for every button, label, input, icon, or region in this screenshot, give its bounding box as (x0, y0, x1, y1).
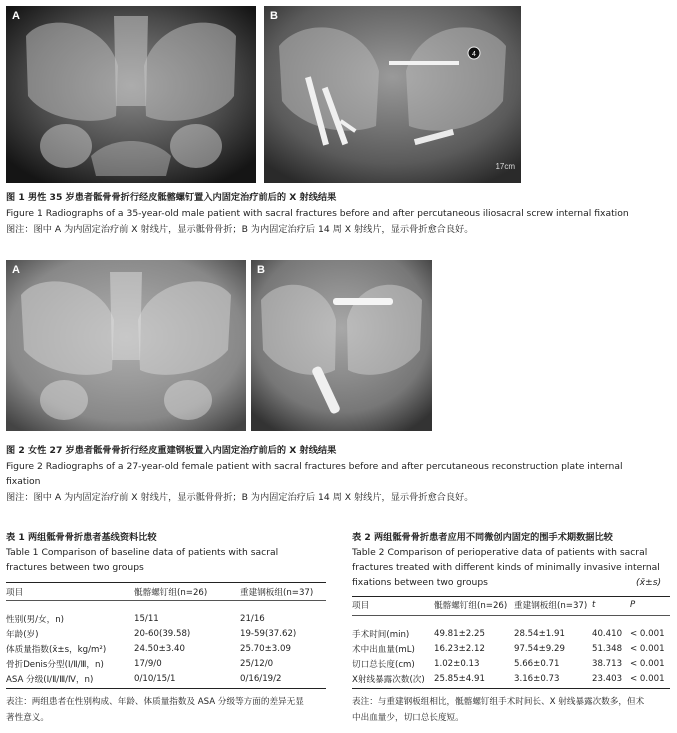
table-cell: 手术时间(min) (352, 629, 410, 640)
pelvis-xray-plate-illustration (251, 260, 432, 431)
table-cell: 术中出血量(mL) (352, 644, 415, 655)
figure2-caption-cn: 图 2 女性 27 岁患者骶骨骨折行经皮重建钢板置入内固定治疗前后的 X 射线结果 (6, 445, 337, 456)
table-cell: 25.70±3.09 (240, 643, 291, 654)
table-row (6, 641, 326, 656)
marker-label: 4 (472, 51, 476, 58)
table-cell: 0/16/19/2 (240, 673, 282, 684)
table-cell: 16.23±2.12 (434, 643, 485, 654)
table-cell: 年龄(岁) (6, 629, 39, 640)
table-cell: 性别(男/女，n) (6, 614, 65, 625)
figure1-panel-b-image (264, 6, 521, 183)
figure2-panel-b-image (251, 260, 432, 431)
plate-implant-top (333, 298, 393, 305)
table-cell: 19-59(37.62) (240, 628, 297, 639)
figure2-caption-en-line1: Figure 2 Radiographs of a 27-year-old female patient with sacral fractures before and after percutaneous reconstruction plate internal (6, 461, 623, 472)
table-row (352, 626, 670, 641)
figure2-note: 图注：图中 A 为内固定治疗前 X 射线片，显示骶骨骨折；B 为内固定治疗后 14 周 X 射线片，显示骨折愈合良好。 (6, 492, 474, 503)
table1-header-item: 项目 (6, 587, 24, 598)
table-cell: < 0.001 (630, 673, 665, 684)
table1-mid-rule (6, 600, 326, 601)
table2-header-item: 项目 (352, 600, 370, 611)
table2-note-line1: 表注：与重建钢板组相比，骶髂螺钉组手术时间长、X 射线暴露次数多，但术 (352, 697, 645, 707)
table-cell: 97.54±9.29 (514, 643, 565, 654)
table-cell: 25.85±4.91 (434, 673, 485, 684)
table1-bottom-rule (6, 688, 326, 689)
figure1-note: 图注：图中 A 为内固定治疗前 X 射线片，显示骶骨骨折；B 为内固定治疗后 14 周 X 射线片，显示骨折愈合良好。 (6, 224, 474, 235)
table-row (6, 656, 326, 671)
pelvis-xray-screws-illustration (264, 6, 521, 183)
figure2-caption-en-line2: fixation (6, 476, 41, 487)
pelvis-xray-illustration (6, 260, 246, 431)
panel-letter-b: B (257, 264, 265, 276)
table-cell: < 0.001 (630, 628, 665, 639)
table2-header-group2: 重建钢板组(n=37) (514, 600, 588, 611)
scale-label: 17cm (495, 162, 515, 171)
table-row (6, 611, 326, 626)
table1-title-en-line1: Table 1 Comparison of baseline data of patients with sacral (6, 547, 279, 558)
table2-note-line2: 中出血量少，切口总长度短。 (352, 713, 464, 723)
table-cell: 23.403 (592, 673, 623, 684)
table2 (352, 597, 670, 612)
table2-header-t: t (592, 599, 596, 610)
table-cell: 38.713 (592, 658, 623, 669)
panel-letter-a: A (12, 264, 20, 276)
table-cell: 15/11 (134, 613, 159, 624)
table2-header-group1: 骶髂螺钉组(n=26) (434, 600, 508, 611)
table1-header-group2: 重建钢板组(n=37) (240, 587, 314, 598)
table-cell: 49.81±2.25 (434, 628, 485, 639)
table2-header-p: P (630, 599, 636, 610)
table-cell: ASA 分级(Ⅰ/Ⅱ/Ⅲ/Ⅳ，n) (6, 674, 94, 685)
table1-header-group1: 骶髂螺钉组(n=26) (134, 587, 208, 598)
table-cell: 28.54±1.91 (514, 628, 565, 639)
table-cell: 体质量指数(x̄±s，kg/m²) (6, 644, 107, 655)
table1-top-rule (6, 582, 326, 583)
table-cell: < 0.001 (630, 658, 665, 669)
table-row (352, 641, 670, 656)
table1-note-line1: 表注：两组患者在性别构成、年龄、体质量指数及 ASA 分级等方面的差异无显 (6, 697, 304, 707)
table-cell: 骨折Denis分型(Ⅰ/Ⅱ/Ⅲ，n) (6, 659, 104, 670)
table-cell: 1.02±0.13 (434, 658, 480, 669)
table-row (352, 656, 670, 671)
figure1-caption-en: Figure 1 Radiographs of a 35-year-old male patient with sacral fractures before and after percutaneous iliosacral screw internal fixation (6, 208, 629, 219)
table-row (352, 671, 670, 686)
table2-bottom-rule (352, 688, 670, 689)
table-cell: 3.16±0.73 (514, 673, 560, 684)
table2-body (352, 626, 670, 686)
table1-title-en-line2: fractures between two groups (6, 562, 144, 573)
figure2-panel-a-image (6, 260, 246, 431)
table-cell: 5.66±0.71 (514, 658, 560, 669)
table-cell: 40.410 (592, 628, 623, 639)
table2-header-row (352, 597, 670, 612)
table-row (6, 671, 326, 686)
table-cell: 切口总长度(cm) (352, 659, 415, 670)
table-cell: 51.348 (592, 643, 623, 654)
table-cell: 25/12/0 (240, 658, 274, 669)
table-cell: 21/16 (240, 613, 265, 624)
panel-letter-a: A (12, 10, 20, 22)
table-cell: < 0.001 (630, 643, 665, 654)
table-cell: 17/9/0 (134, 658, 162, 669)
table1-body (6, 611, 326, 686)
figure1-caption-cn: 图 1 男性 35 岁患者骶骨骨折行经皮骶髂螺钉置入内固定治疗前后的 X 射线结果 (6, 192, 337, 203)
table2-title-en-line2: fractures treated with different kinds of minimally invasive internal (352, 562, 660, 573)
pelvis-xray-illustration (6, 6, 256, 183)
table2-title-en-line3: fixations between two groups (352, 577, 488, 588)
table-cell: X射线暴露次数(次) (352, 674, 425, 685)
table2-title-cn: 表 2 两组骶骨骨折患者应用不同微创内固定的围手术期数据比较 (352, 532, 613, 543)
table2-title-stat: (x̄±s) (636, 577, 662, 588)
screw-implant (389, 61, 459, 65)
table1-title-cn: 表 1 两组骶骨骨折患者基线资料比较 (6, 532, 157, 543)
table-cell: 20-60(39.58) (134, 628, 191, 639)
table2-title-en-line1: Table 2 Comparison of perioperative data of patients with sacral (352, 547, 648, 558)
table-row (6, 626, 326, 641)
table1 (6, 584, 326, 599)
table-cell: 24.50±3.40 (134, 643, 185, 654)
table-cell: 0/10/15/1 (134, 673, 176, 684)
panel-letter-b: B (270, 10, 278, 22)
figure1-panel-a-image (6, 6, 256, 183)
table2-mid-rule (352, 615, 670, 616)
table1-note-line2: 著性意义。 (6, 713, 49, 723)
table1-header-row (6, 584, 326, 599)
